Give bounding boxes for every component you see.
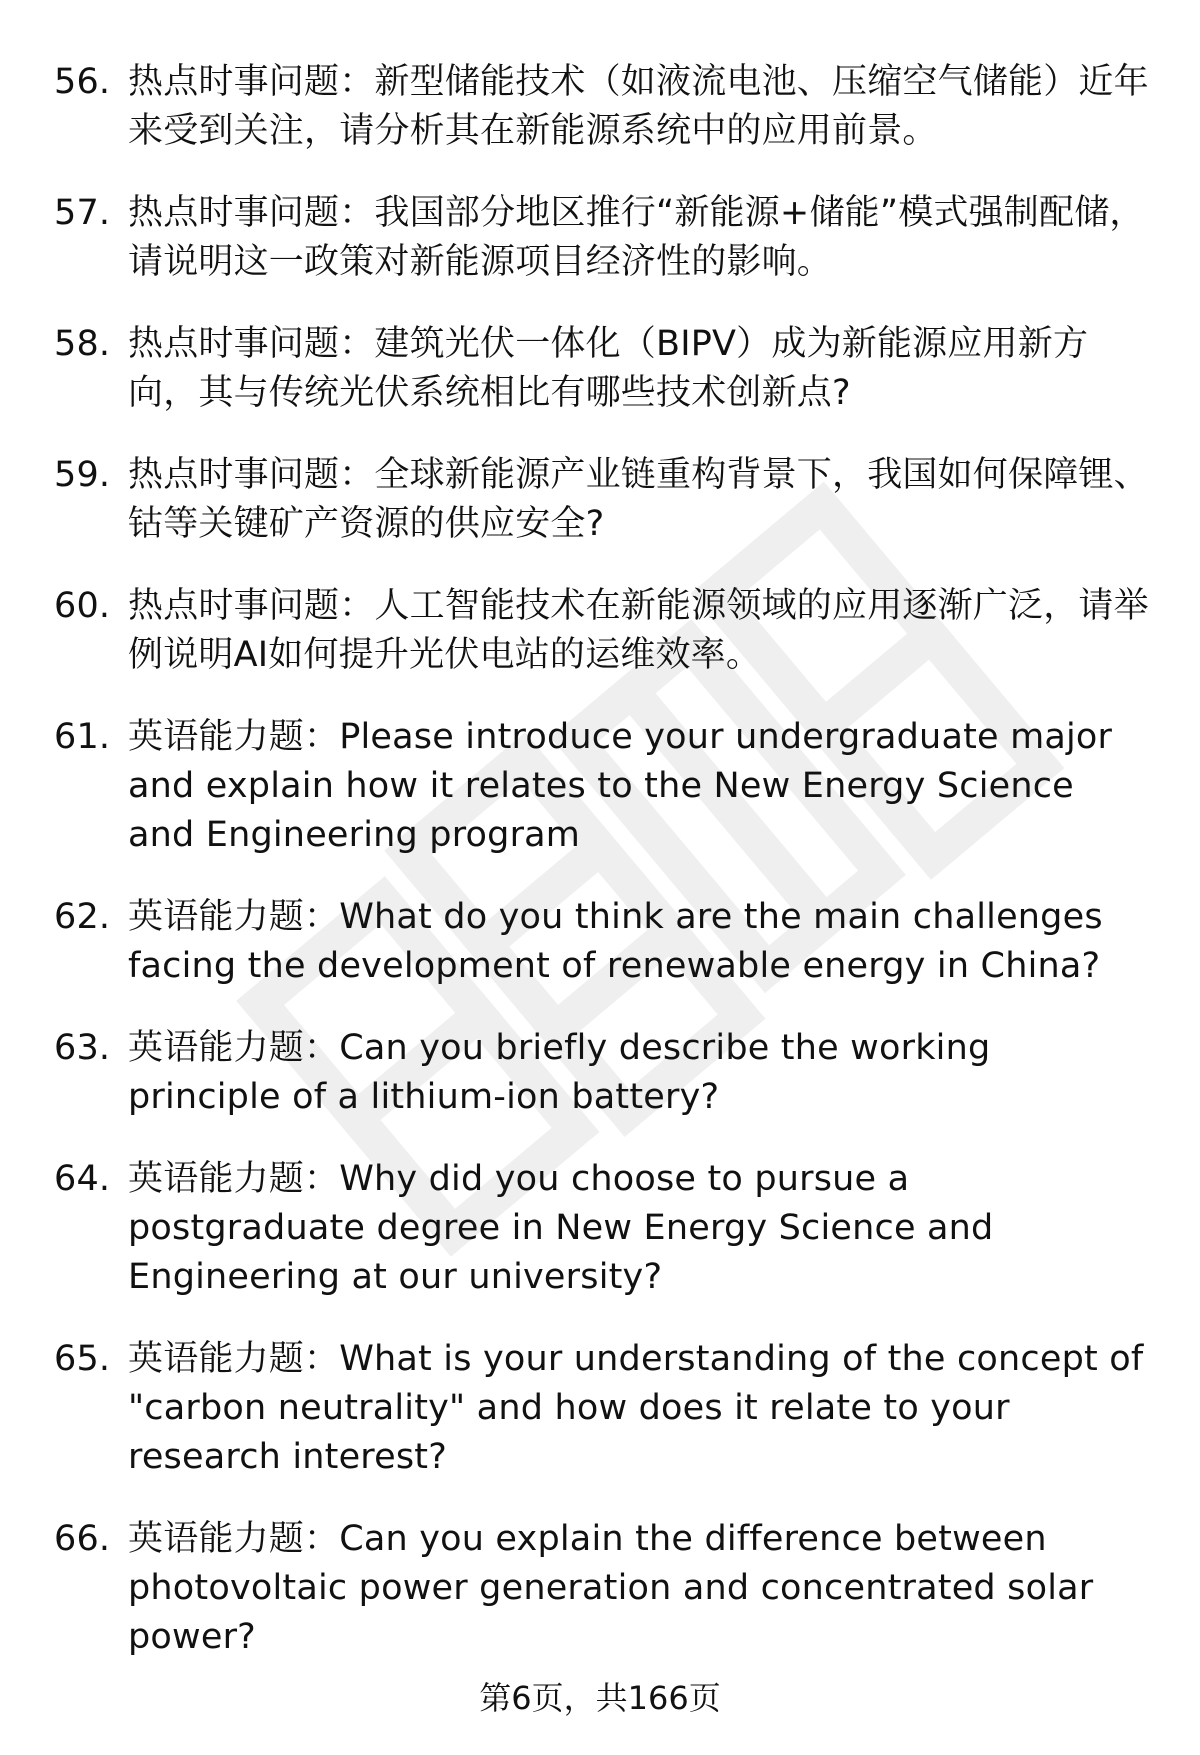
question-item bbox=[0, 1155, 1200, 1302]
question-text: 热点时事问题：建筑光伏一体化（BIPV）成为新能源应用新方向，其与传统光伏系统相比有哪些技术创新点? bbox=[128, 324, 1089, 413]
question-item bbox=[0, 451, 1200, 549]
question-text: 热点时事问题：全球新能源产业链重构背景下，我国如何保障锂、钴等关键矿产资源的供应安全? bbox=[128, 455, 1149, 544]
question-text: 英语能力题：What is your understanding of the concept of "carbon neutrality" and how does it relate to your research interest? bbox=[128, 1339, 1144, 1477]
question-text: 热点时事问题：新型储能技术（如液流电池、压缩空气储能）近年来受到关注，请分析其在新能源系统中的应用前景。 bbox=[128, 62, 1149, 151]
question-text: 英语能力题：Why did you choose to pursue a postgraduate degree in New Energy Science and Engineering at our university? bbox=[128, 1159, 994, 1297]
question-item bbox=[0, 58, 1200, 156]
question-text: 热点时事问题：我国部分地区推行“新能源+储能”模式强制配储，请说明这一政策对新能源项目经济性的影响。 bbox=[128, 193, 1145, 282]
question-number: 60. bbox=[54, 586, 111, 626]
question-text: 英语能力题：Can you briefly describe the working principle of a lithium-ion battery? bbox=[128, 1028, 991, 1117]
question-number: 56. bbox=[54, 62, 111, 102]
question-list bbox=[0, 58, 1200, 1695]
question-item bbox=[0, 893, 1200, 991]
question-item bbox=[0, 1515, 1200, 1662]
question-number: 65. bbox=[54, 1339, 111, 1379]
page-footer: 第6页，共166页 bbox=[479, 1679, 721, 1717]
question-text: 英语能力题：Please introduce your undergraduate major and explain how it relates to the New Energy Science and Engineering program bbox=[128, 717, 1113, 855]
question-item bbox=[0, 1335, 1200, 1482]
question-item bbox=[0, 582, 1200, 680]
question-item bbox=[0, 320, 1200, 418]
question-number: 57. bbox=[54, 193, 111, 233]
question-item bbox=[0, 189, 1200, 287]
question-text: 英语能力题：What do you think are the main challenges facing the development of renewable energy in China? bbox=[128, 897, 1103, 986]
question-number: 58. bbox=[54, 324, 111, 364]
question-number: 62. bbox=[54, 897, 111, 937]
question-number: 59. bbox=[54, 455, 111, 495]
question-item bbox=[0, 1024, 1200, 1122]
question-number: 61. bbox=[54, 717, 111, 757]
question-item bbox=[0, 713, 1200, 860]
question-number: 64. bbox=[54, 1159, 111, 1199]
question-number: 66. bbox=[54, 1519, 111, 1559]
question-text: 热点时事问题：人工智能技术在新能源领域的应用逐渐广泛，请举例说明AI如何提升光伏电站的运维效率。 bbox=[128, 586, 1149, 675]
question-text: 英语能力题：Can you explain the difference between photovoltaic power generation and concentrated solar power? bbox=[128, 1519, 1094, 1657]
question-number: 63. bbox=[54, 1028, 111, 1068]
